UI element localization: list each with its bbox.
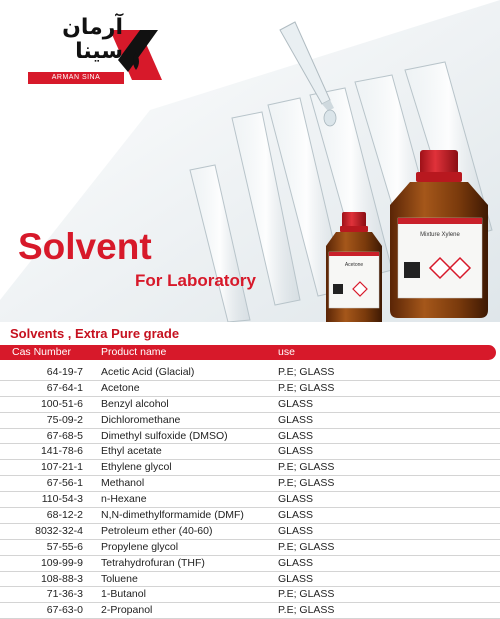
table-row bbox=[0, 476, 500, 492]
cas-cell: 75-09-2 bbox=[46, 413, 83, 426]
large-bottle-label: Mixture Xylene bbox=[420, 232, 460, 238]
product-table bbox=[0, 365, 500, 619]
table-row bbox=[0, 556, 500, 572]
table-row bbox=[0, 508, 500, 524]
logo-name-english: ARMAN SINA bbox=[28, 72, 124, 84]
cas-cell: 107-21-1 bbox=[40, 461, 83, 474]
cas-cell: 68-12-2 bbox=[46, 509, 83, 522]
header-use: use bbox=[278, 346, 295, 358]
header-cas-number: Cas Number bbox=[12, 346, 71, 358]
product-name-cell: Dimethyl sulfoxide (DMSO) bbox=[101, 429, 228, 442]
cas-cell: 109-99-9 bbox=[40, 556, 83, 569]
use-cell: GLASS bbox=[278, 509, 314, 522]
cas-cell: 67-63-0 bbox=[46, 604, 83, 617]
table-row bbox=[0, 587, 500, 603]
use-cell: P.E; GLASS bbox=[278, 477, 335, 490]
table-row bbox=[0, 603, 500, 619]
page-title: Solvent bbox=[18, 226, 152, 267]
table-row bbox=[0, 492, 500, 508]
use-cell: GLASS bbox=[278, 397, 314, 410]
use-cell: GLASS bbox=[278, 413, 314, 426]
product-name-cell: N,N-dimethylformamide (DMF) bbox=[101, 509, 244, 522]
product-name-cell: Dichloromethane bbox=[101, 413, 181, 426]
small-bottle-label: Acetone bbox=[344, 262, 364, 268]
use-cell: GLASS bbox=[278, 445, 314, 458]
cas-cell: 64-19-7 bbox=[46, 366, 83, 378]
brand-logo bbox=[18, 10, 188, 90]
cas-cell: 57-55-6 bbox=[46, 540, 83, 553]
table-row bbox=[0, 413, 500, 429]
product-name-cell: Tetrahydrofuran (THF) bbox=[101, 556, 205, 569]
cas-cell: 108-88-3 bbox=[40, 572, 83, 585]
cas-cell: 67-56-1 bbox=[46, 477, 83, 490]
cas-cell: 141-78-6 bbox=[40, 445, 83, 458]
table-row bbox=[0, 365, 500, 381]
section-title: Solvents , Extra Pure grade bbox=[10, 326, 180, 341]
cas-cell: 100-51-6 bbox=[40, 397, 83, 410]
use-cell: P.E; GLASS bbox=[278, 588, 335, 601]
cas-cell: 67-68-5 bbox=[46, 429, 83, 442]
product-name-cell: n-Hexane bbox=[101, 493, 147, 506]
use-cell: P.E; GLASS bbox=[278, 604, 335, 617]
table-row bbox=[0, 572, 500, 588]
use-cell: P.E; GLASS bbox=[278, 381, 335, 394]
cas-cell: 110-54-3 bbox=[41, 493, 83, 506]
use-cell: GLASS bbox=[278, 493, 314, 506]
product-name-cell: Ethyl acetate bbox=[101, 445, 162, 458]
product-name-cell: Acetone bbox=[101, 381, 140, 394]
use-cell: GLASS bbox=[278, 524, 314, 537]
table-row bbox=[0, 381, 500, 397]
logo-name-persian: آرمان سینا bbox=[62, 15, 123, 64]
product-name-cell: Propylene glycol bbox=[101, 540, 179, 553]
product-name-cell: Ethylene glycol bbox=[101, 461, 172, 474]
cas-cell: 8032-32-4 bbox=[35, 524, 83, 537]
product-name-cell: Petroleum ether (40-60) bbox=[101, 524, 213, 537]
table-row bbox=[0, 429, 500, 445]
use-cell: P.E; GLASS bbox=[278, 540, 335, 553]
table-row bbox=[0, 524, 500, 540]
table-row bbox=[0, 397, 500, 413]
product-name-cell: Toluene bbox=[101, 572, 138, 585]
use-cell: GLASS bbox=[278, 556, 314, 569]
use-cell: P.E; GLASS bbox=[278, 461, 335, 474]
product-name-cell: Acetic Acid (Glacial) bbox=[101, 366, 195, 378]
cas-cell: 71-36-3 bbox=[46, 588, 83, 601]
use-cell: GLASS bbox=[278, 572, 314, 585]
header-product-name: Product name bbox=[101, 346, 167, 358]
table-header bbox=[0, 345, 496, 360]
table-row bbox=[0, 460, 500, 476]
table-row bbox=[0, 444, 500, 460]
use-cell: P.E; GLASS bbox=[278, 366, 335, 378]
product-name-cell: Methanol bbox=[101, 477, 145, 490]
use-cell: GLASS bbox=[278, 429, 314, 442]
table-row bbox=[0, 540, 500, 556]
cas-cell: 67-64-1 bbox=[46, 381, 83, 394]
product-name-cell: Benzyl alcohol bbox=[101, 397, 169, 410]
product-name-cell: 2-Propanol bbox=[101, 604, 153, 617]
page-subtitle: For Laboratory bbox=[135, 271, 256, 290]
product-name-cell: 1-Butanol bbox=[101, 588, 146, 601]
